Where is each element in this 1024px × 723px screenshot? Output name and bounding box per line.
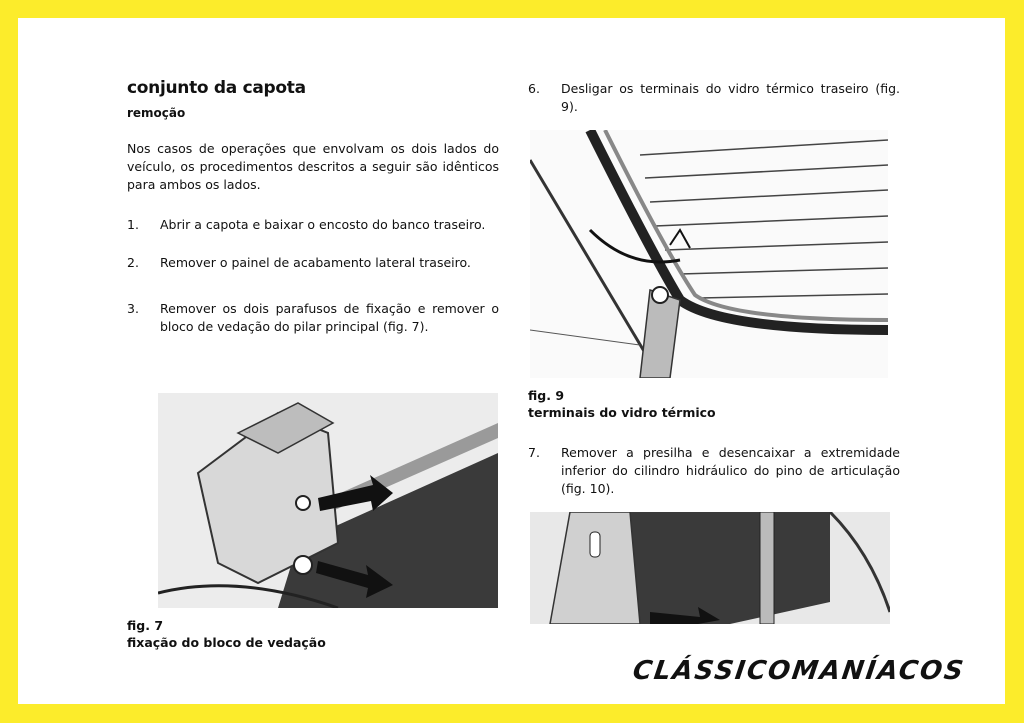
figure-label: fig. 7 xyxy=(127,618,164,633)
figure-9-caption xyxy=(528,388,898,420)
step-7 xyxy=(528,444,900,498)
step-text: Remover o painel de acabamento lateral traseiro. xyxy=(160,255,471,270)
figure-caption: terminais do vidro térmico xyxy=(528,405,716,420)
manual-page xyxy=(18,18,1005,704)
step-text: Desligar os terminais do vidro térmico traseiro (fig. 9). xyxy=(561,81,900,114)
step-text: Abrir a capota e baixar o encosto do banco traseiro. xyxy=(160,217,486,232)
figure-10-illustration xyxy=(530,512,890,624)
step-number: 6. xyxy=(528,81,540,96)
left-column xyxy=(127,78,499,336)
figure-caption: fixação do bloco de vedação xyxy=(127,635,326,650)
right-column xyxy=(528,80,900,116)
intro-paragraph: Nos casos de operações que envolvam os dois lados do veículo, os procedimentos descritos a seguir são idênticos para ambos os lados. xyxy=(127,141,499,192)
step-text: Remover a presilha e desencaixar a extremidade inferior do cilindro hidráulico do pino de articulação (fig. 10). xyxy=(561,445,900,496)
figure-9-illustration xyxy=(530,130,888,378)
step-text: Remover os dois parafusos de fixação e remover o bloco de vedação do pilar principal (fig. 7). xyxy=(160,301,499,334)
step-3 xyxy=(127,300,499,336)
brand-watermark: CLÁSSICOMANÍACOS xyxy=(631,656,968,686)
step-6 xyxy=(528,80,900,116)
section-subtitle: remoção xyxy=(127,106,186,120)
step-number: 2. xyxy=(127,255,139,270)
figure-7-caption xyxy=(127,618,427,650)
step-2 xyxy=(127,254,499,272)
step-1 xyxy=(127,216,499,234)
step-number: 3. xyxy=(127,301,139,316)
section-title: conjunto da capota xyxy=(127,78,306,98)
figure-label: fig. 9 xyxy=(528,388,565,403)
figure-7-illustration xyxy=(158,393,498,608)
step-number: 1. xyxy=(127,217,139,232)
step-7-block xyxy=(528,444,900,498)
step-number: 7. xyxy=(528,445,540,460)
